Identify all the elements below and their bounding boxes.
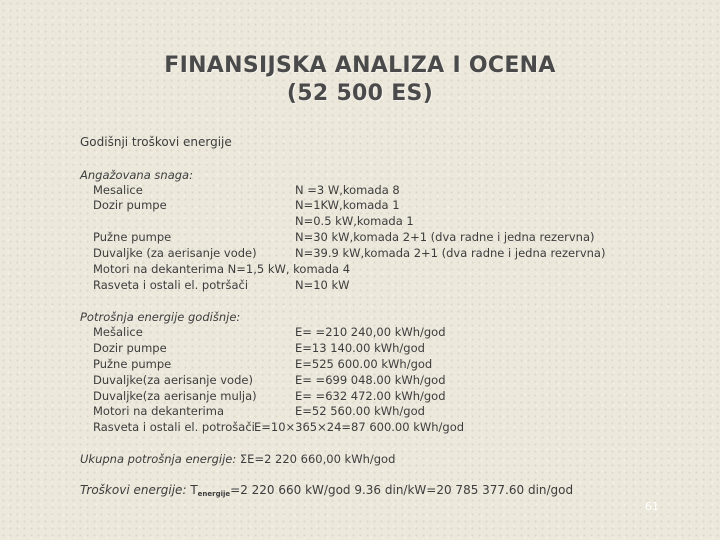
page-number: 61 xyxy=(645,500,659,513)
power-value: N=1KW,komada 1 xyxy=(295,198,400,212)
power-label: Motori na dekanterima N=1,5 kW, komada 4 xyxy=(93,262,351,276)
consumption-label: Dozir pumpe xyxy=(93,341,167,355)
cost-value: =2 220 660 kW/god 9.36 din/kW=20 785 377.60 din/god xyxy=(230,483,574,497)
consumption-label: Rasveta i ostali el. potrošači xyxy=(93,420,255,434)
power-value: N=39.9 kW,komada 2+1 (dva radne i jedna rezervna) xyxy=(295,246,606,260)
power-label: Pužne pumpe xyxy=(93,230,172,244)
consumption-label: Duvaljke(za aerisanje vode) xyxy=(93,373,253,387)
cost-symbol: T xyxy=(190,483,198,497)
consumption-value: E=13 140.00 kWh/god xyxy=(295,341,425,355)
consumption-label: Motori na dekanterima xyxy=(93,404,224,418)
power-label: Duvaljke (za aerisanje vode) xyxy=(93,246,257,260)
title-line-1: FINANSIJSKA ANALIZA I OCENA xyxy=(164,53,556,78)
consumption-value: E=52 560.00 kWh/god xyxy=(295,404,425,418)
title-line-2: (52 500 ES) xyxy=(286,81,434,106)
consumption-value: E= =699 048.00 kWh/god xyxy=(295,373,446,387)
page-title xyxy=(0,52,720,108)
power-value: N =3 W,komada 8 xyxy=(295,183,400,197)
power-label: Rasveta i ostali el. potršači xyxy=(93,278,249,292)
total-label: Ukupna potrošnja energije: xyxy=(80,452,237,466)
cost-subscript: energije xyxy=(197,490,231,498)
power-value: N=10 kW xyxy=(295,278,350,292)
consumption-value: E= =632 472.00 kWh/god xyxy=(295,389,446,403)
section-heading: Godišnji troškovi energije xyxy=(80,135,232,149)
consumption-label: Duvaljke(za aerisanje mulja) xyxy=(93,389,257,403)
power-label: Dozir pumpe xyxy=(93,198,167,212)
consumption-heading: Potrošnja energije godišnje: xyxy=(80,310,241,324)
consumption-value: E=10×365×24=87 600.00 kWh/god xyxy=(254,420,465,434)
consumption-value: E= =210 240,00 kWh/god xyxy=(295,325,446,339)
cost-label: Troškovi energije: xyxy=(80,483,187,497)
power-heading: Angažovana snaga: xyxy=(80,168,193,182)
cost-row xyxy=(80,483,573,501)
power-value: N=0.5 kW,komada 1 xyxy=(295,214,414,228)
total-row xyxy=(80,452,395,466)
total-value: ΣE=2 220 660,00 kWh/god xyxy=(239,452,396,466)
consumption-label: Pužne pumpe xyxy=(93,357,172,371)
consumption-label: Mešalice xyxy=(93,325,143,339)
power-value: N=30 kW,komada 2+1 (dva radne i jedna rezervna) xyxy=(295,230,595,244)
power-label: Mesalice xyxy=(93,183,143,197)
consumption-value: E=525 600.00 kWh/god xyxy=(295,357,433,371)
